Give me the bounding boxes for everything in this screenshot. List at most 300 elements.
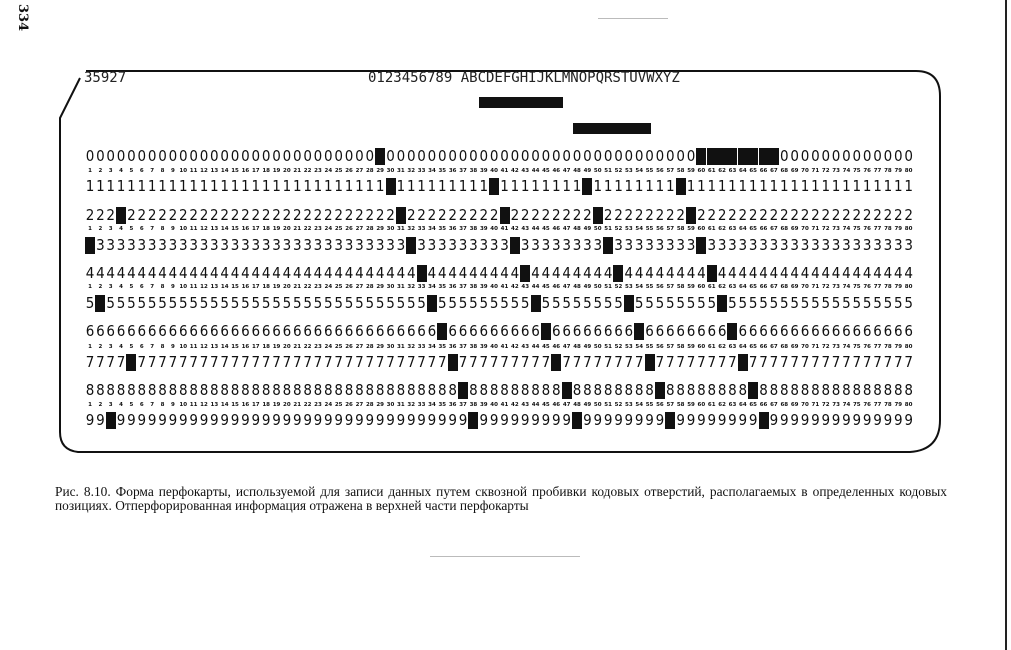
column-number: 51	[604, 168, 612, 174]
digit-position: 5	[178, 294, 188, 312]
digit-position: 0	[324, 147, 333, 165]
digit-position: 8	[686, 381, 696, 399]
page-edge-rule	[1005, 0, 1007, 650]
digit-position: 1	[375, 177, 385, 195]
digit-position: 1	[738, 177, 748, 195]
column-number: 55	[645, 402, 654, 408]
column-number: 23	[314, 168, 322, 174]
column-number: 17	[251, 226, 260, 232]
digit-position: 5	[355, 294, 364, 312]
column-number-strip	[85, 167, 914, 176]
column-number: 12	[200, 284, 208, 290]
column-number: 9	[170, 168, 175, 174]
digit-position: 5	[241, 294, 250, 312]
digit-position: 2	[158, 206, 167, 224]
punched-hole	[717, 295, 727, 312]
digit-position: 1	[210, 177, 219, 195]
digit-position: 1	[510, 177, 520, 195]
column-number: 28	[365, 284, 374, 290]
punched-hole	[386, 178, 396, 195]
digit-position: 6	[251, 322, 261, 340]
digit-position: 1	[811, 177, 820, 195]
digit-position: 3	[292, 236, 302, 254]
column-number: 51	[604, 344, 612, 350]
column-number: 56	[656, 168, 664, 174]
digit-position: 1	[904, 177, 913, 195]
column-number: 67	[770, 284, 778, 290]
column-number: 69	[790, 168, 799, 174]
digit-position: 0	[199, 147, 209, 165]
column-number: 9	[170, 344, 175, 350]
column-number: 23	[314, 226, 322, 232]
digit-position: 4	[562, 264, 571, 282]
digit-position: 6	[531, 322, 540, 340]
digit-position: 1	[614, 177, 623, 195]
digit-position: 4	[510, 264, 520, 282]
column-number: 74	[842, 168, 851, 174]
column-number: 75	[852, 402, 861, 408]
column-number: 66	[759, 284, 768, 290]
digit-position: 7	[438, 353, 447, 371]
digit-position: 4	[127, 264, 136, 282]
column-number: 31	[397, 344, 405, 350]
column-number: 36	[448, 168, 457, 174]
digit-position: 1	[241, 177, 250, 195]
digit-position: 9	[292, 411, 302, 429]
column-number: 59	[687, 284, 695, 290]
digit-position: 4	[686, 264, 696, 282]
digit-position: 2	[541, 206, 551, 224]
digit-position: 3	[862, 236, 872, 254]
digit-position: 5	[230, 294, 240, 312]
digit-position: 4	[178, 264, 188, 282]
digit-position: 9	[282, 411, 292, 429]
column-number: 61	[707, 402, 716, 408]
digit-position: 1	[634, 177, 644, 195]
column-number: 35	[438, 226, 447, 232]
column-number: 68	[780, 168, 789, 174]
column-number: 73	[832, 226, 840, 232]
digit-position: 8	[541, 381, 551, 399]
column-number: 69	[790, 226, 799, 232]
column-number: 43	[521, 402, 530, 408]
digit-position: 6	[800, 322, 810, 340]
digit-position: 6	[831, 322, 841, 340]
column-number: 21	[293, 402, 302, 408]
digit-position: 1	[313, 177, 323, 195]
digit-position: 2	[448, 206, 457, 224]
digit-position: 8	[324, 381, 333, 399]
column-number: 28	[365, 344, 374, 350]
digit-position: 4	[344, 264, 354, 282]
digit-position: 6	[748, 322, 758, 340]
digit-position: 4	[748, 264, 758, 282]
digit-position: 2	[831, 206, 841, 224]
digit-position: 3	[272, 236, 281, 254]
column-number: 26	[345, 168, 353, 174]
punched-hole	[634, 323, 644, 340]
column-number: 49	[583, 344, 592, 350]
digit-position: 9	[655, 411, 665, 429]
digit-position: 8	[603, 381, 613, 399]
digit-position: 3	[241, 236, 250, 254]
column-number: 58	[676, 284, 685, 290]
digit-position: 5	[842, 294, 851, 312]
digit-position: 0	[96, 147, 105, 165]
column-number: 80	[904, 344, 913, 350]
punched-hole	[759, 148, 769, 165]
digit-position: 0	[541, 147, 551, 165]
digit-position: 1	[282, 177, 292, 195]
digit-position: 6	[220, 322, 229, 340]
column-number: 55	[645, 284, 654, 290]
column-number-strip	[85, 225, 914, 234]
digit-position: 9	[873, 411, 882, 429]
digit-position: 3	[417, 236, 426, 254]
digit-position: 3	[790, 236, 799, 254]
digit-position: 6	[655, 322, 665, 340]
digit-position: 7	[469, 353, 478, 371]
column-number: 30	[386, 226, 395, 232]
column-number: 10	[179, 226, 188, 232]
digit-position: 0	[396, 147, 406, 165]
digit-position: 2	[645, 206, 654, 224]
digit-position: 5	[168, 294, 178, 312]
punch-row-6	[85, 323, 914, 340]
digit-position: 2	[790, 206, 799, 224]
column-number: 36	[448, 402, 457, 408]
digit-position: 1	[230, 177, 240, 195]
digit-position: 7	[583, 353, 592, 371]
digit-position: 2	[842, 206, 851, 224]
digit-position: 1	[303, 177, 312, 195]
digit-position: 5	[821, 294, 831, 312]
digit-position: 6	[510, 322, 520, 340]
column-number: 77	[873, 402, 882, 408]
digit-position: 7	[365, 353, 375, 371]
digit-position: 6	[241, 322, 250, 340]
digit-position: 3	[324, 236, 333, 254]
column-number: 45	[542, 168, 550, 174]
digit-position: 5	[603, 294, 613, 312]
digit-position: 0	[479, 147, 489, 165]
digit-position: 3	[303, 236, 312, 254]
column-number: 57	[666, 284, 675, 290]
digit-position: 7	[458, 353, 468, 371]
digit-position: 8	[520, 381, 530, 399]
column-number: 25	[334, 402, 343, 408]
digit-position: 5	[883, 294, 893, 312]
digit-position: 1	[96, 177, 105, 195]
column-number: 37	[459, 168, 467, 174]
digit-position: 2	[655, 206, 665, 224]
column-number: 44	[531, 344, 540, 350]
digit-position: 4	[448, 264, 457, 282]
column-number: 10	[179, 402, 188, 408]
column-number: 29	[376, 226, 384, 232]
column-number: 79	[894, 226, 903, 232]
column-number: 34	[428, 226, 436, 232]
digit-position: 8	[210, 381, 219, 399]
digit-position: 5	[199, 294, 209, 312]
digit-position: 0	[438, 147, 447, 165]
digit-position: 8	[448, 381, 457, 399]
digit-position: 3	[386, 236, 395, 254]
column-number: 65	[749, 344, 758, 350]
column-number: 58	[676, 344, 685, 350]
digit-position: 6	[593, 322, 603, 340]
digit-position: 9	[686, 411, 696, 429]
column-number: 9	[170, 226, 175, 232]
digit-position: 0	[779, 147, 789, 165]
column-number: 61	[707, 284, 716, 290]
digit-position: 3	[883, 236, 893, 254]
digit-position: 8	[282, 381, 292, 399]
digit-position: 2	[344, 206, 354, 224]
digit-position: 5	[251, 294, 261, 312]
column-number: 42	[511, 402, 519, 408]
column-number: 5	[129, 344, 134, 350]
digit-position: 2	[676, 206, 685, 224]
digit-position: 2	[96, 206, 105, 224]
digit-position: 8	[137, 381, 147, 399]
digit-position: 7	[396, 353, 406, 371]
digit-position: 6	[168, 322, 178, 340]
digit-position: 7	[158, 353, 167, 371]
digit-position: 8	[904, 381, 913, 399]
digit-position: 4	[406, 264, 416, 282]
punch-row-8	[85, 382, 914, 399]
digit-position: 7	[614, 353, 623, 371]
column-number: 24	[324, 402, 333, 408]
digit-position: 6	[811, 322, 820, 340]
column-number: 11	[189, 168, 198, 174]
digit-position: 7	[344, 353, 354, 371]
digit-position: 2	[531, 206, 540, 224]
digit-position: 9	[831, 411, 841, 429]
digit-position: 9	[697, 411, 706, 429]
digit-position: 6	[697, 322, 706, 340]
digit-position: 0	[883, 147, 893, 165]
digit-position: 1	[541, 177, 551, 195]
column-number: 60	[697, 168, 706, 174]
digit-position: 7	[189, 353, 198, 371]
column-number: 78	[884, 168, 892, 174]
column-number: 27	[355, 284, 364, 290]
digit-position: 6	[85, 322, 95, 340]
digit-position: 5	[85, 294, 95, 312]
digit-position: 4	[666, 264, 675, 282]
digit-position: 1	[355, 177, 364, 195]
digit-position: 8	[396, 381, 406, 399]
digit-position: 8	[666, 381, 675, 399]
column-number: 4	[119, 402, 123, 408]
digit-position: 2	[210, 206, 219, 224]
digit-position: 1	[365, 177, 375, 195]
column-number: 11	[189, 402, 198, 408]
column-number: 7	[150, 168, 155, 174]
digit-position: 2	[717, 206, 727, 224]
column-number: 7	[150, 226, 155, 232]
column-number: 47	[562, 344, 571, 350]
punched-hole	[417, 265, 427, 282]
column-number: 76	[863, 402, 872, 408]
digit-position: 7	[728, 353, 737, 371]
column-number: 18	[262, 168, 270, 174]
digit-position: 7	[303, 353, 312, 371]
column-number: 72	[821, 226, 830, 232]
digit-position: 8	[790, 381, 799, 399]
column-number: 48	[573, 284, 581, 290]
digit-position: 1	[168, 177, 178, 195]
digit-position: 8	[893, 381, 903, 399]
digit-position: 7	[406, 353, 416, 371]
digit-position: 0	[904, 147, 913, 165]
digit-position: 2	[489, 206, 499, 224]
digit-position: 7	[427, 353, 437, 371]
column-number: 18	[262, 284, 270, 290]
column-number: 45	[542, 226, 550, 232]
digit-position: 2	[168, 206, 178, 224]
digit-position: 9	[313, 411, 323, 429]
digit-position: 3	[873, 236, 882, 254]
digit-position: 1	[469, 177, 478, 195]
digit-position: 7	[697, 353, 706, 371]
column-number: 52	[614, 168, 623, 174]
digit-position: 6	[324, 322, 333, 340]
digit-position: 4	[655, 264, 665, 282]
digit-position: 9	[904, 411, 913, 429]
column-number: 17	[251, 284, 260, 290]
column-number: 27	[355, 344, 364, 350]
column-number: 3	[108, 168, 113, 174]
column-number: 42	[511, 344, 519, 350]
digit-position: 6	[261, 322, 271, 340]
column-number: 5	[129, 168, 134, 174]
column-number: 3	[108, 402, 113, 408]
column-number: 34	[428, 284, 436, 290]
digit-position: 4	[230, 264, 240, 282]
digit-position: 1	[800, 177, 810, 195]
column-number: 4	[119, 284, 123, 290]
digit-position: 3	[137, 236, 147, 254]
digit-position: 9	[717, 411, 727, 429]
digit-position: 0	[489, 147, 499, 165]
digit-position: 8	[862, 381, 872, 399]
digit-position: 4	[634, 264, 644, 282]
digit-position: 0	[334, 147, 343, 165]
digit-position: 8	[406, 381, 416, 399]
digit-position: 3	[769, 236, 779, 254]
digit-position: 8	[386, 381, 395, 399]
card-printed-charset: 0123456789 ABCDEFGHIJKLMNOPQRSTUVWXYZ	[368, 70, 680, 86]
digit-position: 0	[313, 147, 323, 165]
digit-position: 5	[614, 294, 623, 312]
punched-hole	[582, 178, 592, 195]
digit-position: 7	[241, 353, 250, 371]
digit-position: 0	[676, 147, 685, 165]
column-number: 50	[593, 226, 602, 232]
column-number: 11	[189, 284, 198, 290]
column-number: 42	[511, 226, 519, 232]
digit-position: 5	[541, 294, 551, 312]
column-number: 29	[376, 402, 384, 408]
digit-position: 5	[676, 294, 685, 312]
digit-position: 4	[261, 264, 271, 282]
digit-position: 6	[178, 322, 188, 340]
column-number: 11	[189, 226, 198, 232]
digit-position: 6	[769, 322, 779, 340]
digit-position: 1	[189, 177, 198, 195]
digit-position: 6	[893, 322, 903, 340]
column-number: 58	[676, 168, 685, 174]
column-number: 66	[759, 226, 768, 232]
digit-position: 5	[479, 294, 489, 312]
digit-position: 5	[666, 294, 675, 312]
digit-position: 7	[790, 353, 799, 371]
digit-position: 6	[375, 322, 385, 340]
column-number: 71	[811, 344, 820, 350]
digit-position: 0	[572, 147, 582, 165]
column-number: 37	[459, 344, 467, 350]
digit-position: 3	[210, 236, 219, 254]
digit-position: 3	[520, 236, 530, 254]
digit-position: 6	[427, 322, 437, 340]
digit-position: 4	[738, 264, 748, 282]
digit-position: 1	[417, 177, 426, 195]
punched-hole	[500, 207, 510, 224]
column-number: 79	[894, 402, 903, 408]
digit-position: 2	[624, 206, 634, 224]
digit-position: 6	[137, 322, 147, 340]
column-number: 63	[728, 226, 737, 232]
column-number: 62	[718, 344, 726, 350]
digit-position: 8	[852, 381, 862, 399]
digit-position: 5	[417, 294, 426, 312]
digit-position: 1	[520, 177, 530, 195]
digit-position: 2	[697, 206, 706, 224]
digit-position: 1	[593, 177, 603, 195]
column-number: 19	[272, 402, 281, 408]
digit-position: 7	[520, 353, 530, 371]
column-number: 1	[88, 402, 92, 408]
digit-position: 5	[645, 294, 654, 312]
digit-position: 7	[904, 353, 913, 371]
punched-hole	[676, 178, 686, 195]
column-number: 73	[832, 344, 840, 350]
digit-position: 3	[531, 236, 540, 254]
digit-position: 0	[510, 147, 520, 165]
column-number: 78	[884, 226, 892, 232]
column-number: 16	[241, 284, 250, 290]
digit-position: 4	[676, 264, 685, 282]
digit-position: 3	[127, 236, 136, 254]
column-number: 6	[139, 168, 144, 174]
column-number: 53	[625, 168, 633, 174]
digit-position: 3	[427, 236, 437, 254]
digit-position: 5	[158, 294, 167, 312]
digit-position: 7	[852, 353, 862, 371]
digit-position: 8	[303, 381, 312, 399]
digit-position: 2	[748, 206, 758, 224]
column-number: 56	[656, 402, 664, 408]
digit-position: 3	[562, 236, 571, 254]
digit-position: 5	[728, 294, 737, 312]
column-number: 31	[397, 284, 405, 290]
digit-position: 1	[686, 177, 696, 195]
digit-position: 5	[748, 294, 758, 312]
column-number: 21	[293, 284, 302, 290]
